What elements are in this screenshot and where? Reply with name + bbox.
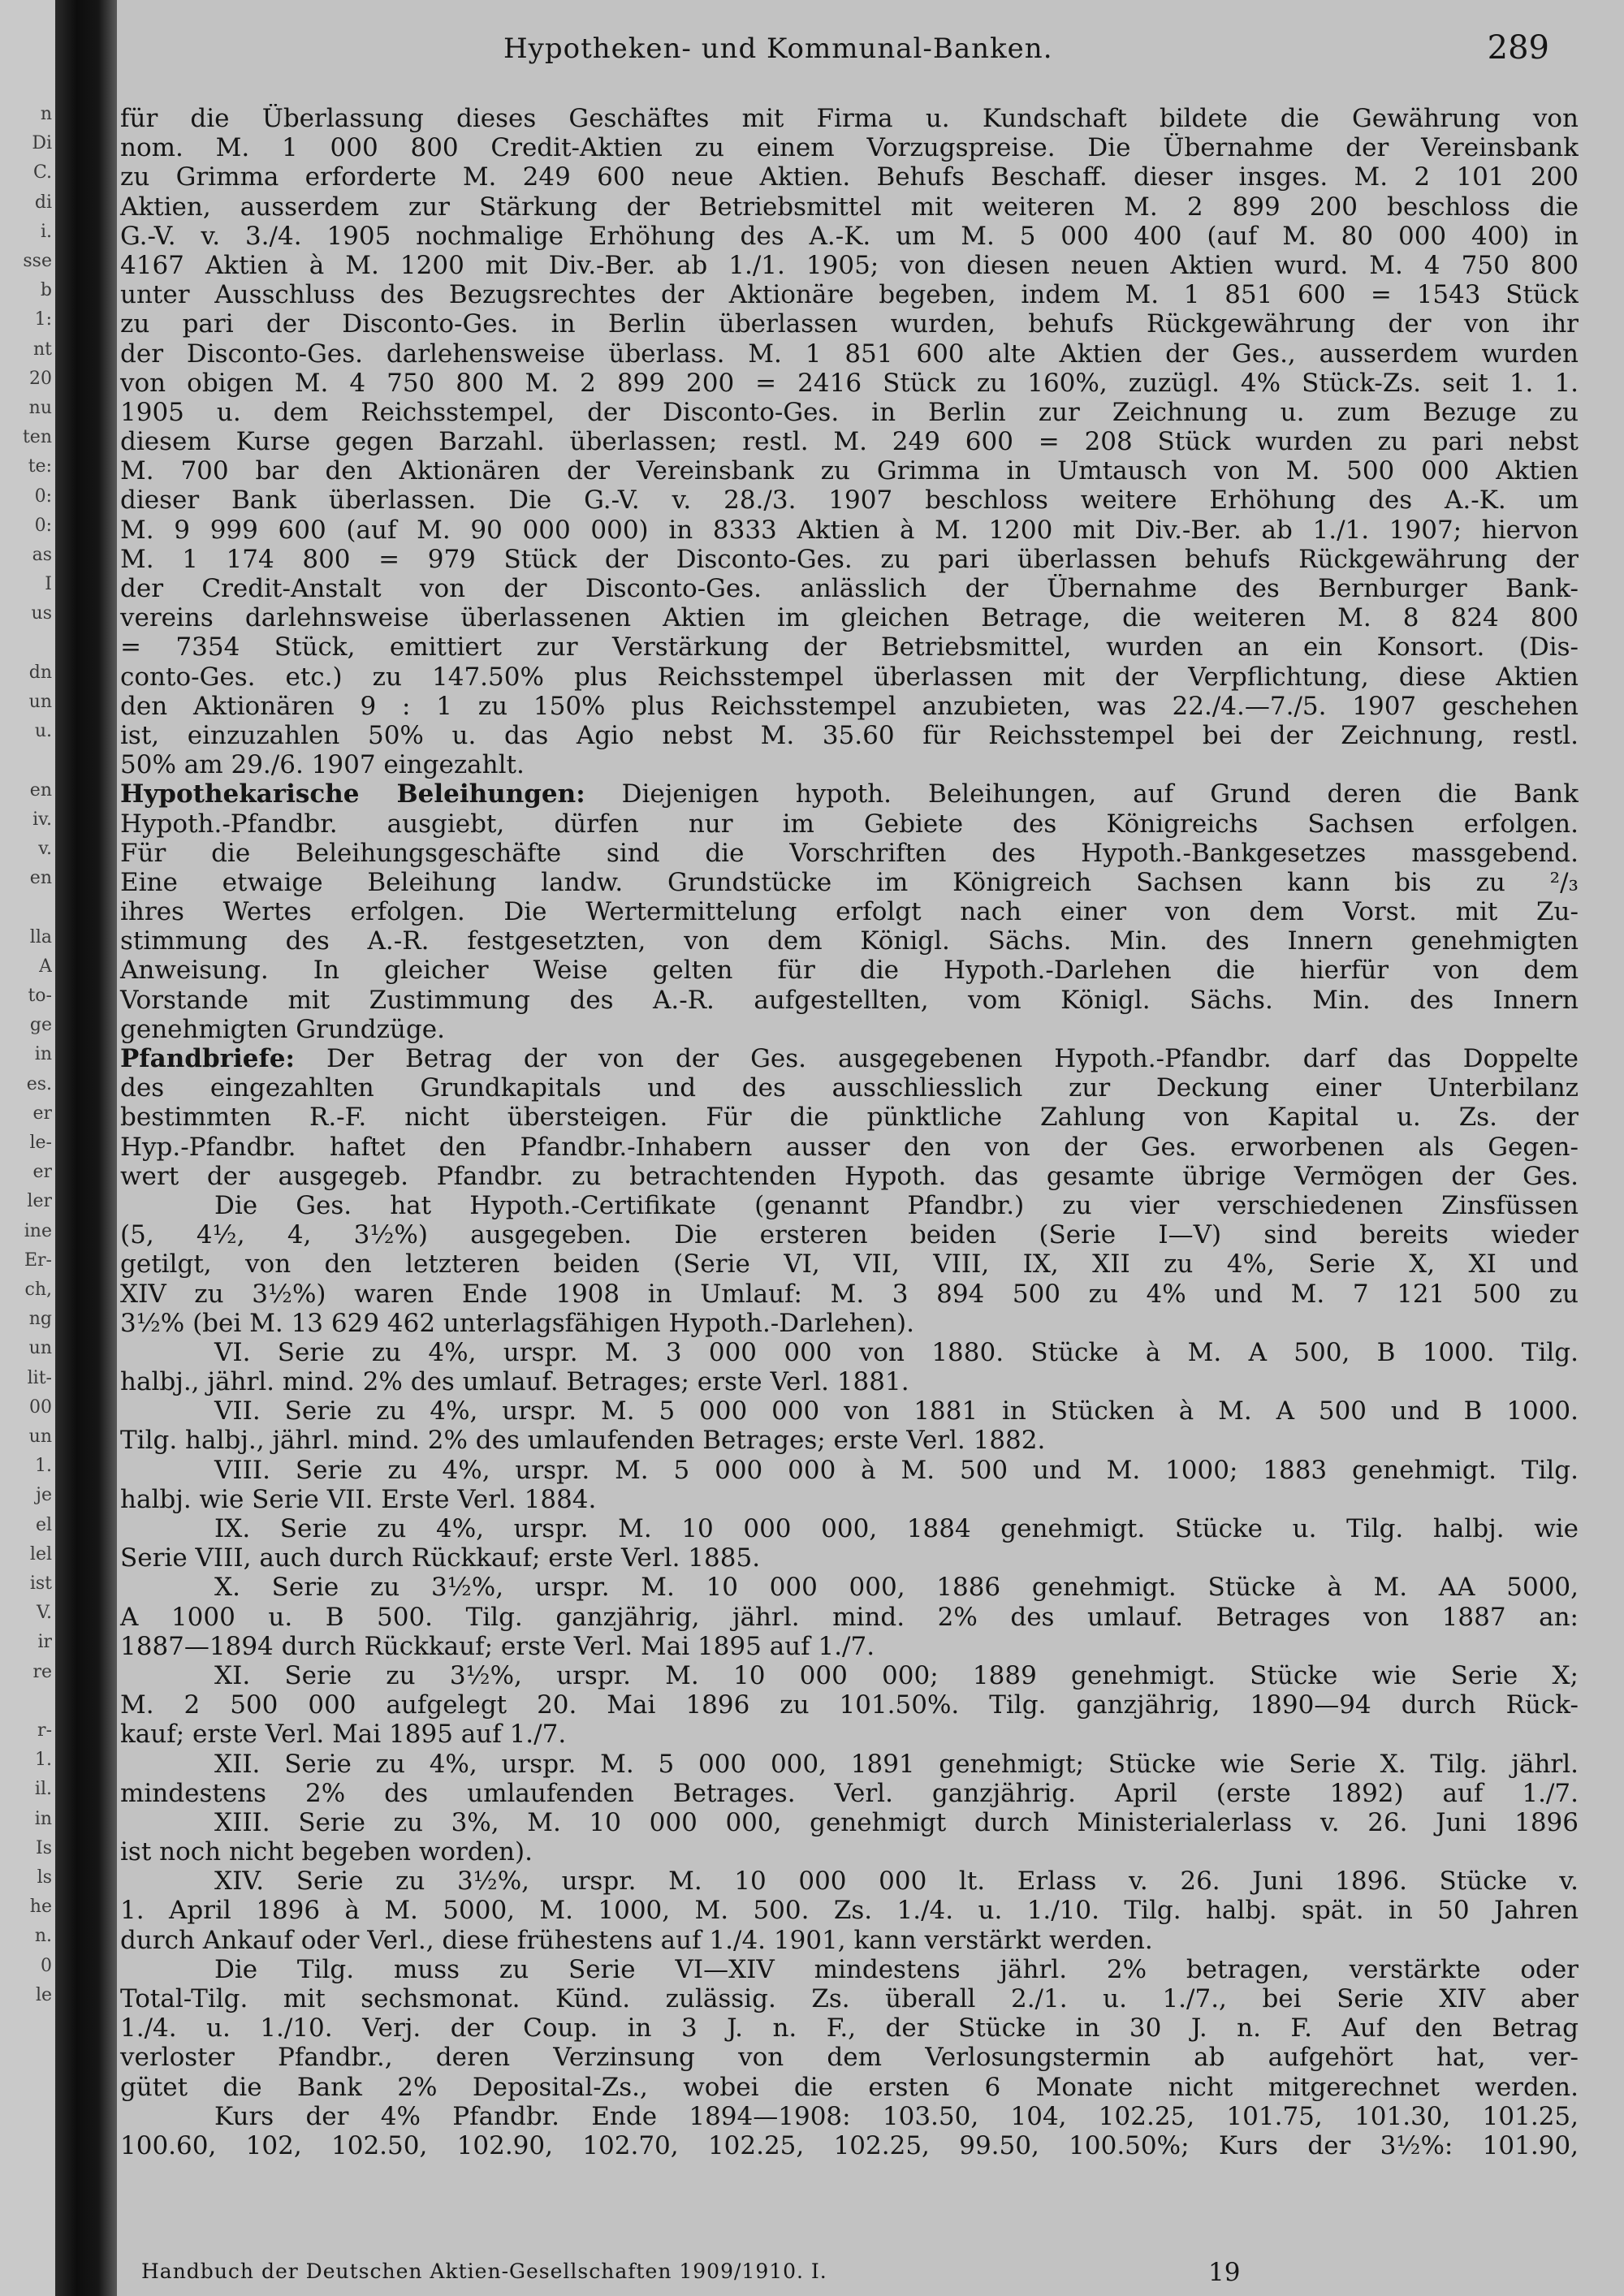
text-line — [117, 1514, 1579, 1543]
bleed-fragment: us — [31, 605, 52, 624]
bleed-fragment: ist — [29, 1575, 52, 1593]
bleed-fragment: n. — [34, 1927, 52, 1946]
line-text: mindestens 2% des umlaufenden Betrages. Verl. ganzjährig. April (erste 1892) auf 1./7. — [120, 1778, 1579, 1808]
line-text: XI. Serie zu 3½%, urspr. M. 10 000 000; 1889 genehmigt. Stücke wie Serie X; — [214, 1660, 1579, 1690]
bleed-fragment: 1. — [35, 1457, 52, 1476]
text-line — [117, 2043, 1579, 2072]
bleed-fragment: er — [32, 1104, 52, 1123]
line-text: Eine etwaige Beleihung landw. Grundstücke im Königreich Sachsen kann bis zu ²/₃ — [120, 867, 1579, 897]
line-text: Total-Tilg. mit sechsmonat. Künd. zulässig. Zs. überall 2./1. u. 1./7., bei Serie XIV aber — [120, 1984, 1579, 2013]
book-page — [117, 0, 1624, 2296]
bleed-fragment: as — [32, 546, 52, 564]
text-line — [117, 1661, 1579, 1690]
text-line — [117, 1073, 1579, 1103]
bleed-fragment — [2, 635, 52, 653]
bleed-fragment — [2, 899, 52, 917]
line-text: Serie VIII, auch durch Rückkauf; erste Verl. 1885. — [120, 1543, 761, 1573]
bleed-fragment: dn — [28, 663, 52, 682]
line-text: 1905 u. dem Reichsstempel, der Disconto-Ges. in Berlin zur Zeichnung u. zum Bezuge zu — [120, 397, 1579, 427]
bleed-fragment: ten — [22, 429, 52, 447]
line-text: VIII. Serie zu 4%, urspr. M. 5 000 000 à M. 500 und M. 1000; 1883 genehmigt. Tilg. — [214, 1455, 1579, 1485]
text-line — [117, 662, 1579, 692]
line-text: M. 700 bar den Aktionären der Vereinsbank zu Grimma in Umtausch von M. 500 000 Aktien — [120, 456, 1579, 486]
line-text: ihres Wertes erfolgen. Die Wertermittelung erfolgt nach einer von dem Vorst. mit Zu- — [120, 897, 1579, 927]
bleed-fragment: il. — [34, 1780, 52, 1799]
bleed-fragment: C. — [32, 164, 52, 183]
text-line — [117, 427, 1579, 456]
bleed-fragment: u. — [34, 723, 52, 741]
line-text: des eingezahlten Grundkapitals und des ausschliesslich zur Deckung einer Unterbilanz — [120, 1073, 1579, 1103]
line-text: ist, einzuzahlen 50% u. das Agio nebst M. 35.60 für Reichsstempel bei der Zeichnung, restl. — [120, 720, 1579, 750]
text-line — [117, 1280, 1579, 1309]
text-line — [117, 1750, 1579, 1779]
bleed-fragment: in — [34, 1046, 52, 1064]
bleed-fragment: v. — [38, 840, 52, 858]
line-text: dieser Bank überlassen. Die G.-V. v. 28./3. 1907 beschloss weitere Erhöhung des A.-K. um — [120, 486, 1579, 516]
line-text: XIV. Serie zu 3½%, urspr. M. 10 000 000 lt. Erlass v. 26. Juni 1896. Stücke v. — [214, 1867, 1579, 1897]
line-text: 1. April 1896 à M. 5000, M. 1000, M. 500. Zs. 1./4. u. 1./10. Tilg. halbj. spät. in 50 Jahren — [120, 1896, 1579, 1926]
signature-mark: 19 — [1208, 2258, 1241, 2287]
text-line — [117, 1338, 1579, 1367]
line-text: für die Überlassung dieses Geschäftes mit Firma u. Kundschaft bildete die Gewährung von — [120, 104, 1579, 133]
line-text: wert der ausgegeb. Pfandbr. zu betrachtenden Hypoth. das gesamte übrige Vermögen der Ges. — [120, 1161, 1579, 1191]
bleed-fragment: ch, — [24, 1281, 52, 1299]
text-line — [117, 1837, 1579, 1867]
text-line — [117, 2073, 1579, 2102]
text-line — [117, 779, 1579, 809]
text-line — [117, 1103, 1579, 1132]
bleed-fragment: A — [39, 957, 52, 976]
bleed-fragment: sse — [23, 252, 52, 270]
bleed-fragment: un — [28, 1428, 52, 1446]
bleed-fragment: in — [34, 1810, 52, 1828]
text-line — [117, 486, 1579, 515]
line-text: M. 9 999 600 (auf M. 90 000 000) in 8333 Aktien à M. 1200 mit Div.-Ber. ab 1./1. 1907; hiervon — [120, 515, 1579, 545]
bleed-fragment: en — [29, 870, 52, 888]
bleed-fragment: el — [35, 1516, 52, 1534]
line-text: 3½% (bei M. 13 629 462 unterlagsfähigen Hypoth.-Darlehen). — [120, 1308, 914, 1338]
bleed-fragment: ler — [27, 1193, 52, 1211]
line-text: verloster Pfandbr., deren Verzinsung von dem Verlosungstermin ab aufgehört hat, ver- — [120, 2043, 1579, 2073]
text-line — [117, 104, 1579, 133]
section-heading: Pfandbriefe: — [120, 1044, 295, 1073]
text-line — [117, 1632, 1579, 1661]
text-line — [117, 1015, 1579, 1044]
line-text: den Aktionären 9 : 1 zu 150% plus Reichsstempel anzubieten, was 22./4.—7./5. 1907 geschehen — [120, 691, 1579, 721]
line-text: A 1000 u. B 500. Tilg. ganzjährig, jährl. mind. 2% des umlauf. Betrages von 1887 an: — [120, 1602, 1579, 1632]
text-line — [117, 1926, 1579, 1955]
bleed-fragment: ge — [29, 1016, 52, 1035]
text-line — [117, 1955, 1579, 1984]
text-line — [117, 721, 1579, 750]
line-text: Die Ges. hat Hypoth.-Certifikate (genannt Pfandbr.) zu vier verschiedenen Zinsfüssen — [214, 1190, 1579, 1220]
text-line — [117, 1984, 1579, 2013]
text-line — [117, 1485, 1579, 1514]
text-line — [117, 1249, 1579, 1279]
line-text: Die Tilg. muss zu Serie VI—XIV mindestens jährl. 2% betragen, verstärkte oder — [214, 1954, 1579, 1984]
text-line — [117, 1456, 1579, 1485]
text-line — [117, 1191, 1579, 1220]
line-text: M. 1 174 800 = 979 Stück der Disconto-Ges. zu pari überlassen behufs Rückgewährung der — [120, 544, 1579, 574]
bleed-fragment: iv. — [32, 810, 52, 829]
page-number: 289 — [1487, 29, 1549, 67]
bleed-fragment: 1: — [34, 311, 52, 330]
bleed-fragment: nt — [32, 340, 52, 359]
text-line — [117, 1426, 1579, 1455]
line-text: Tilg. halbj., jährl. mind. 2% des umlaufenden Betrages; erste Verl. 1882. — [120, 1426, 1046, 1456]
bleed-fragment: re — [32, 1663, 52, 1681]
line-text: conto-Ges. etc.) zu 147.50% plus Reichsstempel überlassen mit der Verpflichtung, diese Aktien — [120, 662, 1579, 692]
bleed-fragment: 0 — [41, 1957, 52, 1975]
text-line — [117, 222, 1579, 251]
line-text: M. 2 500 000 aufgelegt 20. Mai 1896 zu 101.50%. Tilg. ganzjährig, 1890—94 durch Rück- — [120, 1690, 1579, 1720]
line-text: nom. M. 1 000 800 Credit-Aktien zu einem Vorzugspreise. Die Übernahme der Vereinsbank — [120, 133, 1579, 163]
bleed-fragment: en — [29, 781, 52, 800]
line-text: Hyp.-Pfandbr. haftet den Pfandbr.-Inhabern ausser den von der Ges. erworbenen als Gegen- — [120, 1132, 1579, 1162]
line-text: genehmigten Grundzüge. — [120, 1014, 445, 1044]
adjacent-page-bleed — [0, 0, 55, 2296]
line-text: X. Serie zu 3½%, urspr. M. 10 000 000, 1886 genehmigt. Stücke à M. AA 5000, — [214, 1573, 1579, 1603]
text-line — [117, 986, 1579, 1015]
text-line — [117, 1573, 1579, 1602]
text-line — [117, 926, 1579, 956]
text-line — [117, 1543, 1579, 1573]
line-text: von obigen M. 4 750 800 M. 2 899 200 = 2416 Stück zu 160%, zuzügl. 4% Stück-Zs. seit 1. 1. — [120, 368, 1579, 398]
bleed-fragment: 0: — [34, 487, 52, 506]
text-line — [117, 1044, 1579, 1073]
line-text: G.-V. v. 3./4. 1905 nochmalige Erhöhung des A.-K. um M. 5 000 400 (auf M. 80 000 400) in — [120, 221, 1579, 251]
line-text: durch Ankauf oder Verl., diese frühestens auf 1./4. 1901, kann verstärkt werden. — [120, 1925, 1153, 1955]
text-line — [117, 1396, 1579, 1426]
line-text: 1887—1894 durch Rückkauf; erste Verl. Mai 1895 auf 1./7. — [120, 1631, 875, 1661]
line-text: ist noch nicht begeben worden). — [120, 1837, 533, 1867]
line-text: (5, 4½, 4, 3½%) ausgegeben. Die ersteren beiden (Serie I—V) sind bereits wieder — [120, 1220, 1579, 1250]
bleed-fragment: ir — [37, 1634, 52, 1652]
text-line — [117, 162, 1579, 192]
line-text: Für die Beleihungsgeschäfte sind die Vorschriften des Hypoth.-Bankgesetzes massgebend. — [120, 838, 1579, 868]
bleed-fragment: i. — [40, 222, 52, 241]
line-text: Vorstande mit Zustimmung des A.-R. aufgestellten, vom Königl. Sächs. Min. des Innern — [120, 985, 1579, 1015]
line-text: = 7354 Stück, emittiert zur Verstärkung der Betriebsmittel, wurden an ein Konsort. (Dis- — [120, 632, 1579, 662]
line-text: IX. Serie zu 4%, urspr. M. 10 000 000, 1884 genehmigt. Stücke u. Tilg. halbj. wie — [214, 1514, 1579, 1543]
section-heading: Hypothekarische Beleihungen: — [120, 779, 585, 809]
line-text: gütet die Bank 2% Deposital-Zs., wobei die ersten 6 Monate nicht mitgerechnet werden. — [120, 2072, 1579, 2102]
text-line — [117, 750, 1579, 779]
text-line — [117, 251, 1579, 280]
text-line — [117, 1603, 1579, 1632]
line-text: unter Ausschluss des Bezugsrechtes der Aktionäre begeben, indem M. 1 851 600 = 1543 Stück — [120, 280, 1579, 310]
line-text: diesem Kurse gegen Barzahl. überlassen; restl. M. 249 600 = 208 Stück wurden zu pari nebst — [120, 427, 1579, 457]
text-line — [117, 1720, 1579, 1749]
page-footer — [117, 2258, 1624, 2287]
line-text: VI. Serie zu 4%, urspr. M. 3 000 000 von 1880. Stücke à M. A 500, B 1000. Tilg. — [214, 1337, 1579, 1367]
text-line — [117, 809, 1579, 839]
text-line — [117, 2013, 1579, 2043]
bleed-fragment: un — [28, 693, 52, 711]
text-line — [117, 1896, 1579, 1925]
line-text: Der Betrag der von der Ges. ausgegebenen Hypoth.-Pfandbr. darf das Doppelte — [294, 1044, 1579, 1073]
text-line — [117, 1367, 1579, 1396]
bleed-fragment: to- — [28, 987, 52, 1005]
running-head: Hypotheken- und Kommunal-Banken. — [503, 32, 1053, 65]
bleed-fragment: je — [36, 1487, 52, 1505]
text-line — [117, 1808, 1579, 1837]
line-text: 100.60, 102, 102.50, 102.90, 102.70, 102.25, 102.25, 99.50, 100.50%; Kurs der 3½%: 101.90, — [120, 2130, 1579, 2160]
text-line — [117, 398, 1579, 427]
text-line — [117, 574, 1579, 603]
text-line — [117, 632, 1579, 662]
text-line — [117, 280, 1579, 309]
line-text: 50% am 29./6. 1907 eingezahlt. — [120, 750, 525, 780]
text-line — [117, 897, 1579, 926]
text-line — [117, 1309, 1579, 1338]
bleed-fragment: ls — [37, 1869, 52, 1887]
text-line — [117, 1867, 1579, 1896]
text-line — [117, 956, 1579, 985]
text-line — [117, 2131, 1579, 2160]
bleed-fragment: V. — [36, 1604, 52, 1623]
text-line — [117, 1133, 1579, 1162]
bleed-fragment: ine — [24, 1222, 52, 1241]
text-line — [117, 868, 1579, 897]
book-spine-shadow — [55, 0, 117, 2296]
bleed-fragment: r- — [37, 1722, 52, 1740]
line-text: XIII. Serie zu 3%, M. 10 000 000, genehmigt durch Ministerialerlass v. 26. Juni 1896 — [214, 1807, 1579, 1837]
bleed-fragment: es. — [26, 1075, 52, 1094]
footer-title: Handbuch der Deutschen Aktien-Gesellschaften 1909/1910. I. — [141, 2259, 827, 2283]
bleed-fragment: Is — [36, 1839, 52, 1858]
bleed-fragment: nu — [28, 399, 52, 417]
text-line — [117, 133, 1579, 162]
line-text: VII. Serie zu 4%, urspr. M. 5 000 000 von 1881 in Stücken à M. A 500 und B 1000. — [214, 1396, 1579, 1426]
text-line — [117, 339, 1579, 369]
line-text: halbj., jährl. mind. 2% des umlauf. Betrages; erste Verl. 1881. — [120, 1367, 909, 1397]
page-header — [117, 29, 1624, 78]
bleed-fragment: lit- — [27, 1369, 52, 1388]
line-text: Aktien, ausserdem zur Stärkung der Betriebsmittel mit weiteren M. 2 899 200 beschloss die — [120, 192, 1579, 222]
bleed-fragment: ng — [28, 1310, 52, 1329]
bleed-fragment: 20 — [29, 369, 52, 388]
bleed-fragment: lel — [29, 1545, 52, 1564]
bleed-fragment: le- — [29, 1134, 52, 1152]
line-text: Kurs der 4% Pfandbr. Ende 1894—1908: 103.50, 104, 102.25, 101.75, 101.30, 101.25, — [214, 2101, 1579, 2131]
text-line — [117, 516, 1579, 545]
bleed-fragment: b — [40, 282, 52, 300]
line-text: getilgt, von den letzteren beiden (Serie VI, VII, VIII, IX, XII zu 4%, Serie X, XI und — [120, 1249, 1579, 1280]
bleed-fragment: Di — [32, 135, 52, 153]
bleed-fragment: n — [40, 106, 52, 123]
line-text: stimmung des A.-R. festgesetzten, von dem Königl. Sächs. Min. des Innern genehmigten — [120, 926, 1579, 956]
text-line — [117, 1220, 1579, 1249]
bleed-fragment: I — [45, 576, 52, 594]
text-line — [117, 1162, 1579, 1191]
bleed-fragment: 00 — [29, 1398, 52, 1417]
line-text: Hypoth.-Pfandbr. ausgiebt, dürfen nur im Gebiete des Königreichs Sachsen erfolgen. — [120, 809, 1579, 839]
bleed-fragment: te: — [28, 458, 52, 477]
text-line — [117, 1690, 1579, 1720]
line-text: 1./4. u. 1./10. Verj. der Coup. in 3 J. n. F., der Stücke in 30 J. n. F. Auf den Betrag — [120, 2013, 1579, 2044]
bleed-fragment: 1. — [35, 1751, 52, 1770]
bleed-fragment — [2, 1693, 52, 1711]
line-text: bestimmten R.-F. nicht übersteigen. Für die pünktliche Zahlung von Kapital u. Zs. der — [120, 1103, 1579, 1133]
line-text: XIV zu 3½%) waren Ende 1908 in Umlauf: M. 3 894 500 zu 4% und M. 7 121 500 zu — [120, 1279, 1579, 1309]
text-line — [117, 545, 1579, 574]
bleed-fragment: he — [29, 1898, 52, 1917]
bleed-fragment: er — [32, 1163, 52, 1182]
line-text: Diejenigen hypoth. Beleihungen, auf Grund deren die Bank — [585, 779, 1579, 809]
text-line — [117, 456, 1579, 486]
text-line — [117, 309, 1579, 339]
text-line — [117, 1779, 1579, 1808]
line-text: 4167 Aktien à M. 1200 mit Div.-Ber. ab 1./1. 1905; von diesen neuen Aktien wurd. M. 4 750 800 — [120, 250, 1579, 280]
bleed-fragment: lla — [29, 928, 52, 947]
line-text: der Credit-Anstalt von der Disconto-Ges. anlässlich der Übernahme des Bernburger Bank- — [120, 574, 1579, 603]
line-text: Anweisung. In gleicher Weise gelten für die Hypoth.-Darlehen die hierfür von dem — [120, 956, 1579, 986]
bleed-fragment: di — [34, 193, 52, 212]
text-line — [117, 839, 1579, 868]
text-line — [117, 369, 1579, 398]
line-text: zu Grimma erforderte M. 249 600 neue Aktien. Behufs Beschaff. dieser insges. M. 2 101 200 — [120, 162, 1579, 192]
line-text: der Disconto-Ges. darlehensweise überlass. M. 1 851 600 alte Aktien der Ges., ausserdem wurden — [120, 339, 1579, 369]
bleed-fragment: Er- — [24, 1251, 52, 1270]
bleed-fragment: 0: — [34, 516, 52, 535]
line-text: kauf; erste Verl. Mai 1895 auf 1./7. — [120, 1720, 567, 1750]
bleed-fragment: un — [28, 1340, 52, 1358]
line-text: vereins darlehnsweise überlassenen Aktien im gleichen Betrage, die weiteren M. 8 824 800 — [120, 603, 1579, 633]
line-text: XII. Serie zu 4%, urspr. M. 5 000 000, 1891 genehmigt; Stücke wie Serie X. Tilg. jährl. — [214, 1749, 1579, 1779]
text-line — [117, 2102, 1579, 2131]
body-text — [117, 104, 1579, 2160]
line-text: halbj. wie Serie VII. Erste Verl. 1884. — [120, 1484, 597, 1514]
text-line — [117, 603, 1579, 632]
text-line — [117, 692, 1579, 721]
text-line — [117, 192, 1579, 222]
bleed-fragment: le — [35, 1986, 52, 2005]
line-text: zu pari der Disconto-Ges. in Berlin überlassen wurden, behufs Rückgewährung der von ihr — [120, 309, 1579, 339]
bleed-fragment — [2, 752, 52, 770]
